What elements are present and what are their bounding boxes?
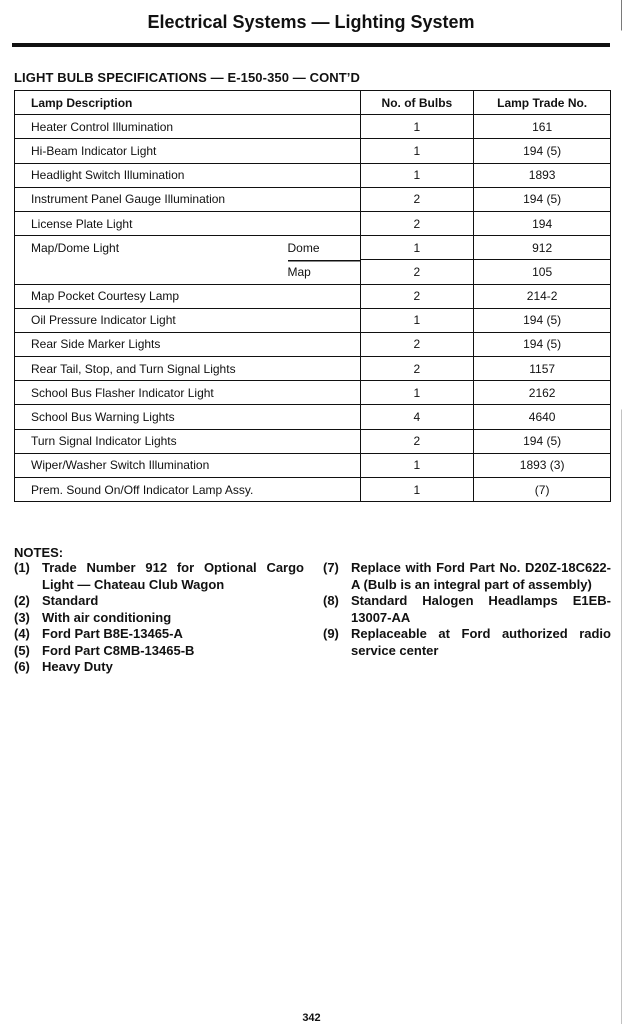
column-header-no-of-bulbs: No. of Bulbs — [360, 91, 474, 115]
cell-lamp-trade-no: 4640 — [474, 405, 611, 429]
note-text: Ford Part C8MB-13465-B — [42, 642, 195, 658]
note-item — [323, 593, 611, 626]
cell-lamp-description — [15, 139, 361, 163]
note-number: (2) — [14, 593, 30, 608]
note-item — [14, 560, 304, 593]
cell-lamp-trade-no: 194 — [474, 211, 611, 235]
notes-title: NOTES: — [14, 545, 64, 560]
note-text: With air conditioning — [42, 609, 172, 625]
note-item — [14, 626, 304, 643]
table-row — [15, 308, 611, 332]
cell-no-of-bulbs: 2 — [360, 357, 474, 381]
lamp-description-text: Headlight Switch Illumination — [31, 168, 185, 183]
lamp-sub-location-text — [288, 410, 360, 424]
notes-right-column — [323, 560, 611, 659]
cell-no-of-bulbs: 2 — [360, 187, 474, 211]
lamp-sub-location-text — [288, 362, 360, 376]
note-number: (3) — [14, 609, 30, 625]
cell-lamp-trade-no: (7) — [474, 478, 611, 502]
note-number: (7) — [323, 560, 339, 575]
note-item — [323, 560, 611, 593]
cell-lamp-description — [15, 381, 361, 405]
cell-lamp-description — [15, 478, 361, 502]
cell-lamp-description — [15, 187, 361, 211]
cell-lamp-description — [15, 429, 361, 453]
lamp-description-text: Instrument Panel Gauge Illumination — [31, 192, 226, 207]
note-item — [14, 593, 304, 610]
cell-lamp-trade-no: 912 — [474, 236, 611, 260]
cell-no-of-bulbs: 4 — [360, 405, 474, 429]
page-title: Electrical Systems — Lighting System — [147, 12, 475, 32]
cell-lamp-description — [15, 163, 361, 187]
table-body — [15, 115, 611, 502]
light-bulb-spec-table — [14, 90, 611, 502]
cell-lamp-description — [15, 260, 361, 284]
table-row — [15, 332, 611, 356]
cell-lamp-description — [15, 453, 361, 477]
note-text: Ford Part B8E-13465-A — [42, 626, 183, 641]
note-item — [14, 659, 304, 676]
lamp-description-text: Rear Tail, Stop, and Turn Signal Lights — [31, 361, 236, 376]
lamp-description-text: License Plate Light — [31, 216, 133, 231]
column-header-lamp-description: Lamp Description — [15, 91, 361, 115]
lamp-description-text: Prem. Sound On/Off Indicator Lamp Assy. — [31, 482, 254, 497]
cell-lamp-description — [15, 405, 361, 429]
note-item — [323, 626, 611, 659]
page-number: 342 — [302, 1012, 321, 1024]
cell-lamp-trade-no: 105 — [474, 260, 611, 284]
cell-lamp-description — [15, 211, 361, 235]
scan-edge-line — [621, 0, 623, 1024]
cell-lamp-trade-no: 214-2 — [474, 284, 611, 308]
table-row — [15, 163, 611, 187]
cell-no-of-bulbs: 1 — [360, 236, 474, 260]
table-row — [15, 211, 611, 235]
lamp-sub-location-text — [288, 168, 360, 182]
cell-no-of-bulbs: 1 — [360, 163, 474, 187]
lamp-sub-location-text — [288, 313, 360, 327]
table-row — [15, 453, 611, 477]
cell-no-of-bulbs: 1 — [360, 115, 474, 139]
table-header-row — [15, 91, 611, 115]
cell-no-of-bulbs: 1 — [360, 453, 474, 477]
title-rule — [12, 43, 610, 47]
table-row — [15, 405, 611, 429]
lamp-description-text: Map Pocket Courtesy Lamp — [31, 289, 180, 304]
note-number: (4) — [14, 626, 30, 641]
table-row — [15, 236, 611, 260]
table-row — [15, 478, 611, 502]
table-row — [15, 357, 611, 381]
cell-no-of-bulbs: 1 — [360, 308, 474, 332]
cell-lamp-description — [15, 284, 361, 308]
lamp-sub-location-text — [288, 217, 360, 231]
lamp-description-text: Heater Control Illumination — [31, 119, 174, 134]
cell-no-of-bulbs: 2 — [360, 211, 474, 235]
section-title: LIGHT BULB SPECIFICATIONS — E-150-350 — CONT’D — [14, 70, 361, 85]
lamp-sub-location-text — [288, 120, 360, 134]
cell-lamp-trade-no: 1893 — [474, 163, 611, 187]
cell-lamp-trade-no: 194 (5) — [474, 332, 611, 356]
cell-lamp-trade-no: 194 (5) — [474, 308, 611, 332]
lamp-sub-location-text — [288, 144, 360, 158]
table-row — [15, 187, 611, 211]
note-item — [14, 643, 304, 660]
cell-lamp-trade-no: 1157 — [474, 357, 611, 381]
cell-lamp-description — [15, 308, 361, 332]
lamp-description-text: Hi-Beam Indicator Light — [31, 143, 157, 158]
note-text: Standard Halogen Headlamps E1EB-13007-AA — [351, 593, 611, 625]
lamp-description-text: Oil Pressure Indicator Light — [31, 313, 176, 328]
cell-lamp-trade-no: 194 (5) — [474, 429, 611, 453]
table-row — [15, 284, 611, 308]
table-row — [15, 139, 611, 163]
cell-lamp-trade-no: 1893 (3) — [474, 453, 611, 477]
cell-lamp-trade-no: 161 — [474, 115, 611, 139]
cell-no-of-bulbs: 1 — [360, 381, 474, 405]
note-text: Trade Number 912 for Optional Cargo Light — Chateau Club Wagon — [42, 560, 304, 592]
lamp-sub-location-text — [288, 192, 360, 206]
lamp-description-text: School Bus Flasher Indicator Light — [31, 385, 214, 400]
cell-lamp-description — [15, 357, 361, 381]
note-item — [14, 610, 304, 627]
note-text: Standard — [42, 593, 99, 608]
note-text: Replaceable at Ford authorized radio service center — [351, 626, 611, 658]
lamp-description-text: Rear Side Marker Lights — [31, 337, 161, 352]
note-number: (8) — [323, 593, 339, 608]
lamp-sub-location-text — [288, 458, 360, 472]
cell-no-of-bulbs: 1 — [360, 139, 474, 163]
note-number: (9) — [323, 626, 339, 641]
lamp-sub-location-text — [288, 483, 360, 497]
note-text: Heavy Duty — [42, 659, 113, 674]
cell-no-of-bulbs: 2 — [360, 429, 474, 453]
lamp-description-text: Wiper/Washer Switch Illumination — [31, 458, 210, 473]
cell-no-of-bulbs: 2 — [360, 332, 474, 356]
cell-lamp-trade-no: 194 (5) — [474, 139, 611, 163]
notes-left-column — [14, 560, 304, 676]
column-header-lamp-trade-no: Lamp Trade No. — [474, 91, 611, 115]
lamp-sub-location-text: Map — [287, 264, 311, 279]
lamp-description-text: Turn Signal Indicator Lights — [31, 434, 177, 449]
note-number: (5) — [14, 642, 30, 658]
table-row — [15, 260, 611, 284]
cell-lamp-trade-no: 194 (5) — [474, 187, 611, 211]
cell-no-of-bulbs: 1 — [360, 478, 474, 502]
lamp-sub-location-text — [288, 337, 360, 351]
table-row — [15, 115, 611, 139]
table-row — [15, 429, 611, 453]
lamp-description-text: School Bus Warning Lights — [31, 410, 175, 425]
cell-lamp-description — [15, 332, 361, 356]
cell-lamp-trade-no: 2162 — [474, 381, 611, 405]
lamp-description-text: Map/Dome Light — [31, 240, 120, 255]
lamp-sub-location-text — [288, 289, 360, 303]
cell-no-of-bulbs: 2 — [360, 284, 474, 308]
note-number: (1) — [14, 560, 30, 575]
lamp-sub-location-text — [288, 386, 360, 400]
note-text: Replace with Ford Part No. D20Z-18C622-A (Bulb is an integral part of assembly) — [351, 560, 611, 592]
cell-no-of-bulbs: 2 — [360, 260, 474, 284]
cell-lamp-description — [15, 236, 361, 260]
lamp-sub-location-text: Dome — [287, 240, 320, 255]
cell-lamp-description — [15, 115, 361, 139]
lamp-sub-location-text — [288, 434, 360, 448]
note-number: (6) — [14, 659, 30, 674]
table-row — [15, 381, 611, 405]
